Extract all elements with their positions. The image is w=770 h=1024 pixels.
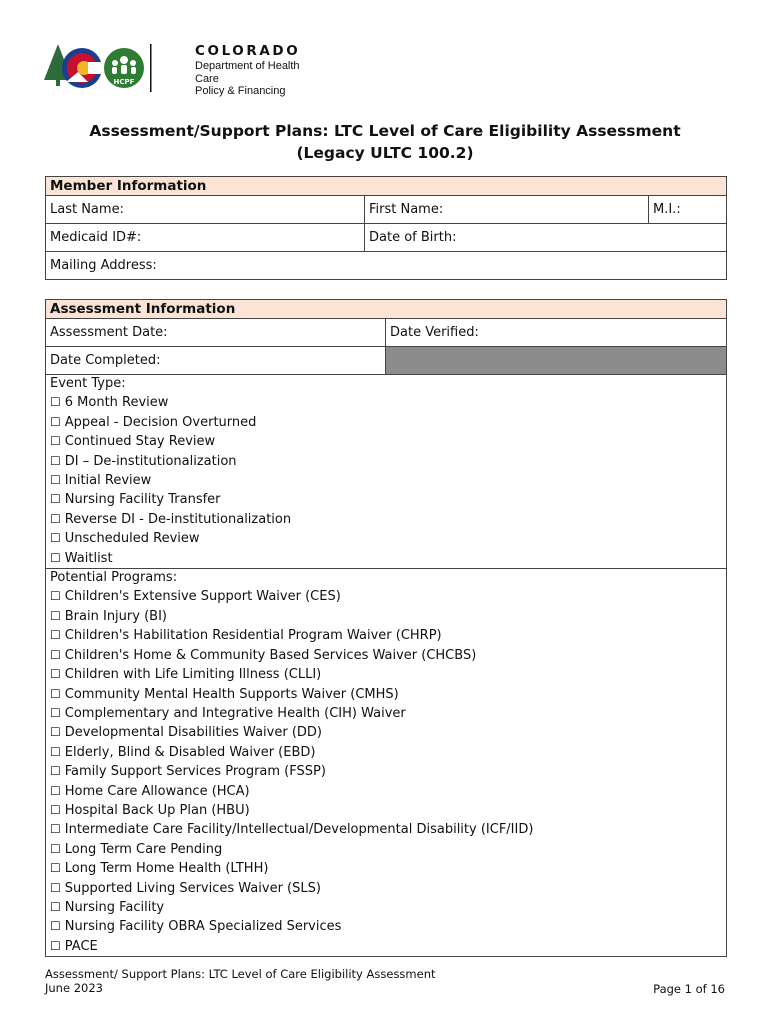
checkbox-icon[interactable]: ☐ xyxy=(50,899,61,914)
checkbox-icon[interactable]: ☐ xyxy=(50,841,61,856)
program-option xyxy=(50,743,722,762)
name-row xyxy=(46,196,726,224)
program-option-label: Developmental Disabilities Waiver (DD) xyxy=(64,725,322,741)
program-option-label: PACE xyxy=(64,938,98,954)
event-type-list xyxy=(50,393,722,568)
event-type-option xyxy=(50,393,722,412)
program-option xyxy=(50,665,722,684)
checkbox-icon[interactable]: ☐ xyxy=(50,589,61,604)
event-type-option xyxy=(50,529,722,548)
page-number: Page 1 of 16 xyxy=(653,982,725,996)
checkbox-icon[interactable]: ☐ xyxy=(50,647,61,662)
checkbox-icon[interactable]: ☐ xyxy=(50,511,61,526)
program-option-label: Long Term Home Health (LTHH) xyxy=(64,861,269,877)
checkbox-icon[interactable]: ☐ xyxy=(50,822,61,837)
event-type-label: Event Type: xyxy=(50,376,126,391)
event-type-option xyxy=(50,432,722,451)
program-option xyxy=(50,607,722,626)
checkbox-icon[interactable]: ☐ xyxy=(50,608,61,623)
event-type-option-label: Waitlist xyxy=(64,550,113,566)
logo-text xyxy=(195,42,304,98)
checkbox-icon[interactable]: ☐ xyxy=(50,550,61,565)
shaded-cell xyxy=(385,347,726,374)
program-option xyxy=(50,840,722,859)
checkbox-icon[interactable]: ☐ xyxy=(50,861,61,876)
medicaid-id-field[interactable]: Medicaid ID#: xyxy=(50,230,142,245)
program-option-label: Children's Home & Community Based Services Waiver (CHCBS) xyxy=(64,647,477,663)
first-name-field[interactable]: First Name: xyxy=(364,196,648,223)
checkbox-icon[interactable]: ☐ xyxy=(50,725,61,740)
event-type-option-label: DI – De-institutionalization xyxy=(64,453,237,469)
event-type-option-label: Appeal - Decision Overturned xyxy=(64,414,257,430)
program-option-label: Family Support Services Program (FSSP) xyxy=(64,764,326,780)
address-row xyxy=(46,252,726,279)
last-name-field[interactable]: Last Name: xyxy=(50,202,124,217)
program-option xyxy=(50,685,722,704)
program-option-label: Home Care Allowance (HCA) xyxy=(64,783,250,799)
program-option xyxy=(50,587,722,606)
checkbox-icon[interactable]: ☐ xyxy=(50,531,61,546)
title-line1: Assessment/Support Plans: LTC Level of Care Eligibility Assessment xyxy=(89,122,681,140)
event-type-option xyxy=(50,413,722,432)
program-option xyxy=(50,879,722,898)
program-option-label: Supported Living Services Waiver (SLS) xyxy=(64,880,321,896)
program-option xyxy=(50,762,722,781)
event-type-option xyxy=(50,510,722,529)
hcpf-logo xyxy=(44,42,304,97)
checkbox-icon[interactable]: ☐ xyxy=(50,667,61,682)
event-type-option xyxy=(50,471,722,490)
event-type-option xyxy=(50,490,722,509)
footer-left xyxy=(45,967,436,995)
member-information-section xyxy=(45,176,727,280)
date-completed-row xyxy=(46,347,726,375)
program-option xyxy=(50,937,722,956)
program-option-label: Children's Habilitation Residential Program Waiver (CHRP) xyxy=(64,628,442,644)
checkbox-icon[interactable]: ☐ xyxy=(50,453,61,468)
footer-doc-title: Assessment/ Support Plans: LTC Level of Care Eligibility Assessment xyxy=(45,967,436,981)
program-option-label: Community Mental Health Supports Waiver (CMHS) xyxy=(64,686,399,702)
program-option xyxy=(50,723,722,742)
program-option-label: Nursing Facility OBRA Specialized Services xyxy=(64,919,342,935)
program-option xyxy=(50,626,722,645)
program-option-label: Hospital Back Up Plan (HBU) xyxy=(64,802,250,818)
checkbox-icon[interactable]: ☐ xyxy=(50,802,61,817)
program-option xyxy=(50,704,722,723)
potential-programs-label: Potential Programs: xyxy=(50,570,178,586)
checkbox-icon[interactable]: ☐ xyxy=(50,764,61,779)
program-option xyxy=(50,859,722,878)
checkbox-icon[interactable]: ☐ xyxy=(50,705,61,720)
member-information-header: Member Information xyxy=(46,177,726,196)
program-option-label: Brain Injury (BI) xyxy=(64,608,167,624)
title-line2: (Legacy ULTC 100.2) xyxy=(296,144,474,162)
checkbox-icon[interactable]: ☐ xyxy=(50,744,61,759)
hcpf-badge-text: HCPF xyxy=(113,78,135,86)
checkbox-icon[interactable]: ☐ xyxy=(50,628,61,643)
event-type-option-label: Nursing Facility Transfer xyxy=(64,492,221,508)
event-type-option-label: Initial Review xyxy=(64,473,152,489)
event-type-option xyxy=(50,452,722,471)
program-option xyxy=(50,646,722,665)
event-type-option-label: Unscheduled Review xyxy=(64,531,200,547)
checkbox-icon[interactable]: ☐ xyxy=(50,880,61,895)
program-option xyxy=(50,898,722,917)
assessment-date-row xyxy=(46,319,726,347)
dept-name-line1: Department of Health Care xyxy=(195,60,300,85)
checkbox-icon[interactable]: ☐ xyxy=(50,434,61,449)
middle-initial-field[interactable]: M.I.: xyxy=(648,196,726,223)
mailing-address-field[interactable]: Mailing Address: xyxy=(50,258,157,273)
program-option xyxy=(50,801,722,820)
program-option-label: Complementary and Integrative Health (CIH) Waiver xyxy=(64,705,406,721)
event-type-option-label: 6 Month Review xyxy=(64,395,169,411)
event-type-option-label: Reverse DI - De-institutionalization xyxy=(64,511,292,527)
checkbox-icon[interactable]: ☐ xyxy=(50,473,61,488)
colorado-wordmark: COLORADO xyxy=(195,43,301,59)
program-option xyxy=(50,782,722,801)
event-type-block xyxy=(46,375,726,568)
potential-programs-list xyxy=(50,587,722,956)
date-completed-field[interactable]: Date Completed: xyxy=(50,353,161,368)
checkbox-icon[interactable]: ☐ xyxy=(50,414,61,429)
checkbox-icon[interactable]: ☐ xyxy=(50,395,61,410)
event-type-option-label: Continued Stay Review xyxy=(64,434,216,450)
assessment-date-field[interactable]: Assessment Date: xyxy=(50,325,168,340)
id-row xyxy=(46,224,726,252)
assessment-information-section xyxy=(45,299,727,957)
program-option-label: Intermediate Care Facility/Intellectual/Developmental Disability (ICF/IID) xyxy=(64,822,534,838)
program-option-label: Children with Life Limiting Illness (CLLI) xyxy=(64,667,322,683)
event-type-option xyxy=(50,549,722,568)
colorado-logo-mark-icon xyxy=(44,42,194,94)
checkbox-icon[interactable]: ☐ xyxy=(50,919,61,934)
assessment-information-header: Assessment Information xyxy=(46,300,726,319)
footer-date: June 2023 xyxy=(45,981,103,995)
program-option-label: Nursing Facility xyxy=(64,899,165,915)
program-option-label: Children's Extensive Support Waiver (CES) xyxy=(64,589,341,605)
checkbox-icon[interactable]: ☐ xyxy=(50,938,61,953)
program-option xyxy=(50,820,722,839)
checkbox-icon[interactable]: ☐ xyxy=(50,492,61,507)
potential-programs-block xyxy=(46,568,726,956)
program-option-label: Long Term Care Pending xyxy=(64,841,223,857)
checkbox-icon[interactable]: ☐ xyxy=(50,783,61,798)
checkbox-icon[interactable]: ☐ xyxy=(50,686,61,701)
date-verified-field[interactable]: Date Verified: xyxy=(385,319,726,346)
program-option-label: Elderly, Blind & Disabled Waiver (EBD) xyxy=(64,744,316,760)
program-option xyxy=(50,917,722,936)
date-of-birth-field[interactable]: Date of Birth: xyxy=(364,224,726,251)
document-title xyxy=(0,120,770,164)
dept-name-line2: Policy & Financing xyxy=(195,85,286,97)
